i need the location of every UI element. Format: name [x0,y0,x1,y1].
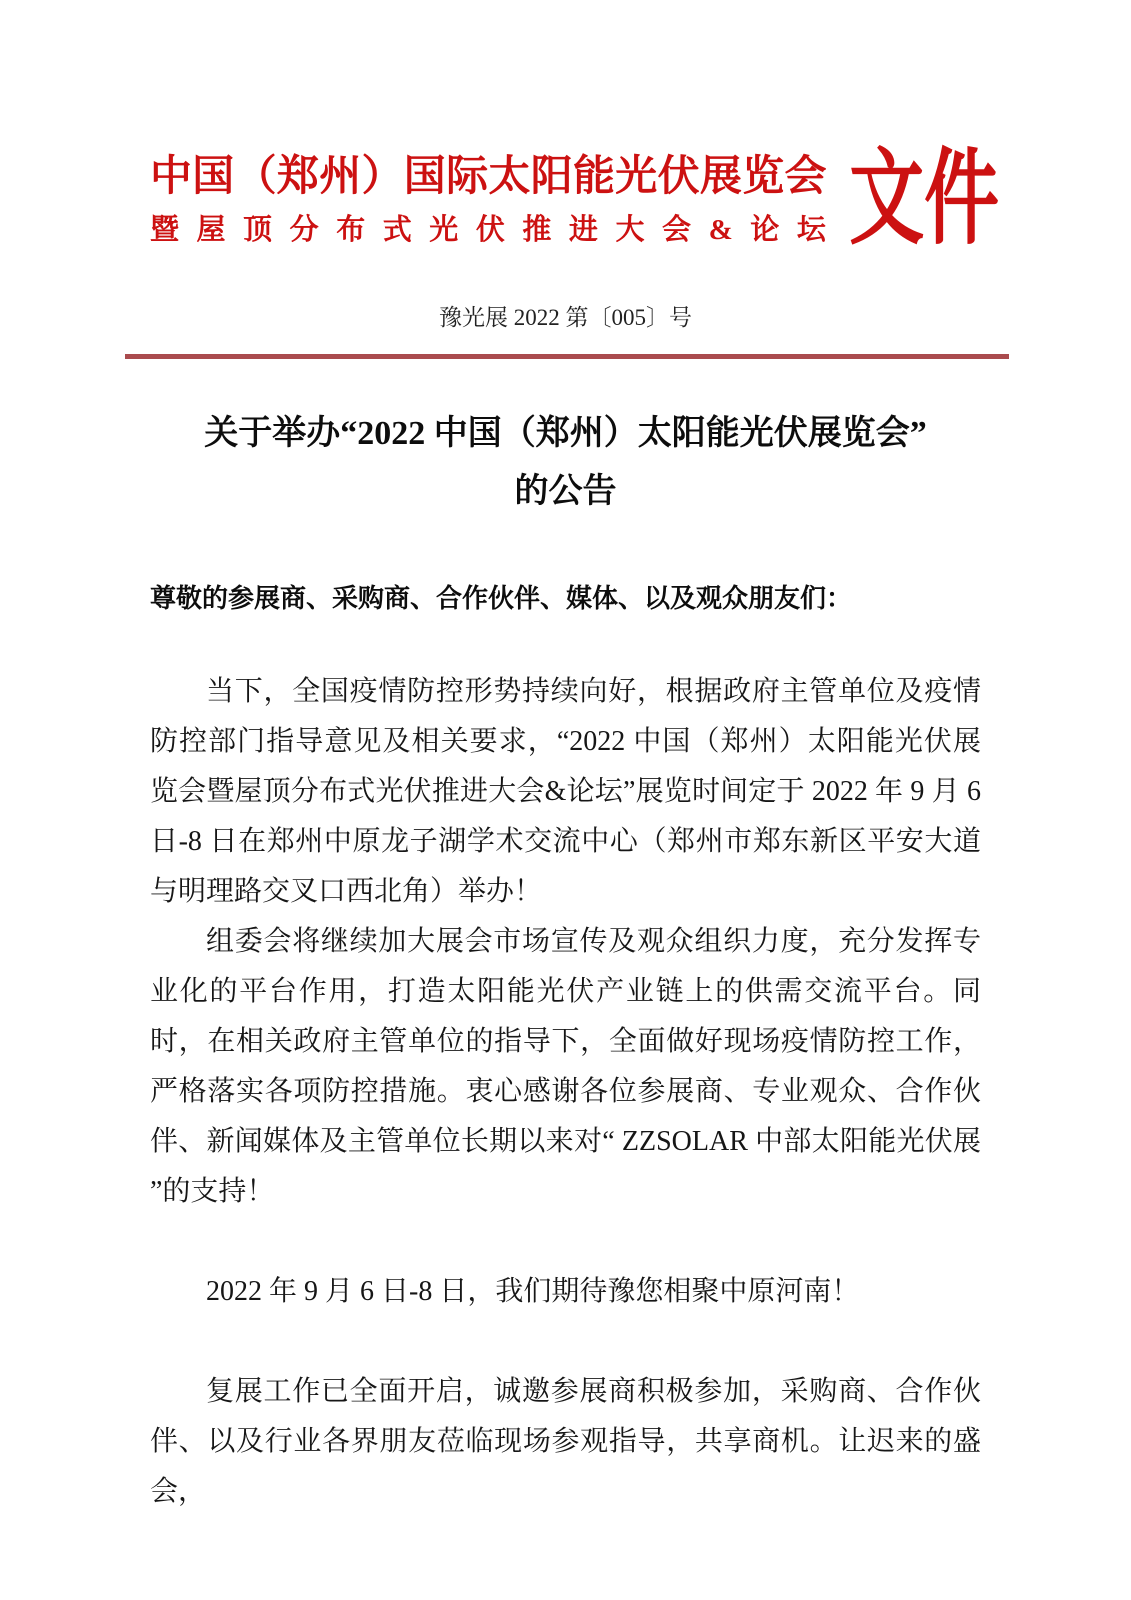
org-title-line1: 中国（郑州）国际太阳能光伏展览会 [150,154,827,200]
salutation: 尊敬的参展商、采购商、合作伙伴、媒体、以及观众朋友们： [150,584,853,613]
paragraph-date: 2022 年 9 月 6 日-8 日，我们期待豫您相聚中原河南！ [206,1276,860,1307]
letterhead [150,142,999,272]
document-number: 豫光展 2022 第〔005〕号 [439,305,692,330]
paragraph-organizer: 组委会将继续加大展会市场宣传及观众组织力度，充分发挥专业化的平台作用，打造太阳能光伏产业链上的供需交流平台。同时，在相关政府主管单位的指导下，全面做好现场疫情防控工作，严格落实各项防控措施。衷心感谢各位参展商、专业观众、合作伙伴、新闻媒体及主管单位长期以来对“ ZZSOLAR 中部太阳能光伏展 ”的支持！ [150,926,981,1207]
org-title-line2: 暨 屋 顶 分 布 式 光 伏 推 进 大 会 & 论 坛 [150,214,826,246]
red-divider-line [125,354,1009,359]
paragraph-announcement: 当下，全国疫情防控形势持续向好，根据政府主管单位及疫情防控部门指导意见及相关要求，“2022 中国（郑州）太阳能光伏展览会暨屋顶分布式光伏推进大会&论坛”展览时间定于 2022 年 9 月 6 日-8 日在郑州中原龙子湖学术交流中心（郑州市郑东新区平安大道与明理路交叉口西北角）举办！ [150,676,981,907]
title-line2: 的公告 [514,473,617,510]
document-stamp: 文件 [849,142,999,257]
document-title [150,405,981,521]
letterhead-left [150,150,826,248]
paragraph-invitation: 复展工作已全面开启，诚邀参展商积极参加，采购商、合作伙伴、以及行业各界朋友莅临现场参观指导，共享商机。让迟来的盛会， [150,1376,981,1507]
title-line1: 关于举办“2022 中国（郑州）太阳能光伏展览会” [204,415,927,452]
